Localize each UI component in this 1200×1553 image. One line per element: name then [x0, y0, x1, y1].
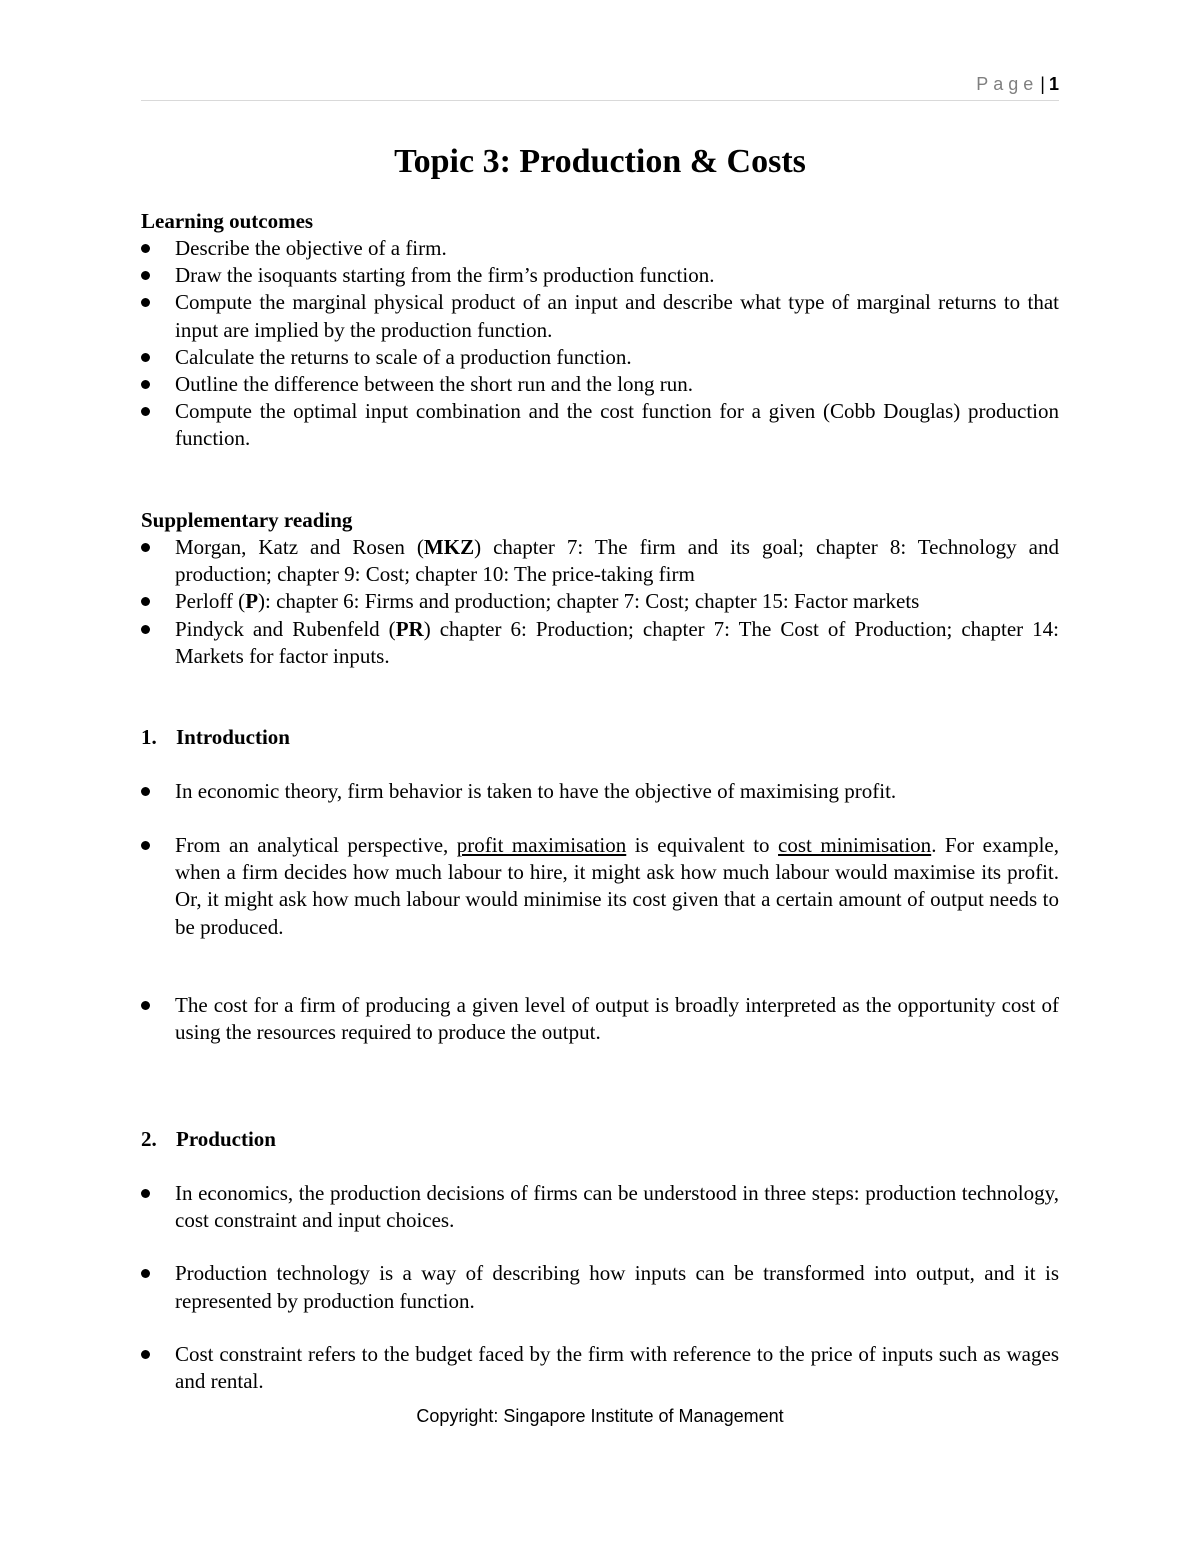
production-list: [141, 1180, 1059, 1421]
list-item: Morgan, Katz and Rosen (MKZ) chapter 7: The firm and its goal; chapter 8: Technology and production; chapter 9: Cost; chapter 10: The price-taking firm: [141, 534, 1059, 588]
learning-outcomes-heading: Learning outcomes: [141, 209, 314, 233]
bullet-icon: [141, 1350, 150, 1359]
introduction-list: [141, 778, 1059, 805]
list-item: Perloff (P): chapter 6: Firms and production; chapter 7: Cost; chapter 15: Factor markets: [141, 588, 1059, 615]
list-item: In economics, the production decisions of firms can be understood in three steps: production technology, cost constraint and input choices.: [141, 1180, 1059, 1234]
bullet-icon: [141, 380, 150, 389]
bullet-icon: [141, 625, 150, 634]
introduction-heading: 1. Introduction: [141, 725, 290, 749]
list-item: Pindyck and Rubenfeld (PR) chapter 6: Production; chapter 7: The Cost of Production; chapter 14: Markets for factor inputs.: [141, 616, 1059, 670]
list-item: Draw the isoquants starting from the firm’s production function.: [141, 262, 1059, 289]
learning-outcomes-section: [141, 208, 1059, 453]
supplementary-reading-heading: Supplementary reading: [141, 508, 353, 532]
list-item: In economic theory, firm behavior is taken to have the objective of maximising profit.: [141, 778, 1059, 805]
bullet-icon: [141, 1269, 150, 1278]
list-item: The cost for a firm of producing a given level of output is broadly interpreted as the opportunity cost of using the resources required to produce the output.: [141, 992, 1059, 1046]
list-item: Compute the marginal physical product of an input and describe what type of marginal returns to that input are implied by the production function.: [141, 289, 1059, 343]
bullet-icon: [141, 244, 150, 253]
page-word: Page: [976, 74, 1039, 94]
introduction-list-3: [141, 992, 1059, 1046]
document-body: [141, 140, 1060, 1394]
page-number: 1: [1048, 74, 1059, 94]
list-item: Outline the difference between the short run and the long run.: [141, 371, 1059, 398]
supplementary-reading-section: [141, 507, 1059, 670]
list-item: Production technology is a way of describing how inputs can be transformed into output, and it is represented by production function.: [141, 1260, 1059, 1314]
page-number-label: [976, 74, 1059, 95]
list-item: Calculate the returns to scale of a production function.: [141, 344, 1059, 371]
bullet-icon: [141, 543, 150, 552]
bullet-icon: [141, 1189, 150, 1198]
bullet-icon: [141, 271, 150, 280]
cost-minimisation-term: cost minimisation: [778, 833, 932, 857]
bullet-icon: [141, 787, 150, 796]
supplementary-reading-list: [141, 534, 1059, 670]
bullet-icon: [141, 597, 150, 606]
production-section: [141, 1126, 1059, 1153]
list-item: From an analytical perspective, profit maximisation is equivalent to cost minimisation. For example, when a firm decides how much labour to hire, it might ask how much labour would maximise its profit. Or, it might ask how much labour would minimise its cost given that a certain amount of output needs to be produced.: [141, 832, 1059, 941]
list-item: Cost constraint refers to the budget faced by the firm with reference to the price of inputs such as wages and rental.: [141, 1341, 1059, 1395]
page-header: [141, 74, 1059, 101]
bullet-icon: [141, 841, 150, 850]
list-item: Compute the optimal input combination and the cost function for a given (Cobb Douglas) production function.: [141, 398, 1059, 452]
production-heading: 2. Production: [141, 1127, 276, 1151]
page-separator: |: [1040, 74, 1045, 94]
introduction-section: [141, 724, 1059, 751]
bullet-icon: [141, 298, 150, 307]
introduction-list-2: [141, 832, 1059, 941]
page-title: Topic 3: Production & Costs: [394, 143, 806, 180]
copyright-footer: Copyright: Singapore Institute of Management: [416, 1406, 784, 1426]
bullet-icon: [141, 1001, 150, 1010]
bullet-icon: [141, 407, 150, 416]
learning-outcomes-list: [141, 235, 1059, 453]
bullet-icon: [141, 353, 150, 362]
profit-maximisation-term: profit maximisation: [456, 833, 627, 857]
list-item: Describe the objective of a firm.: [141, 235, 1059, 262]
